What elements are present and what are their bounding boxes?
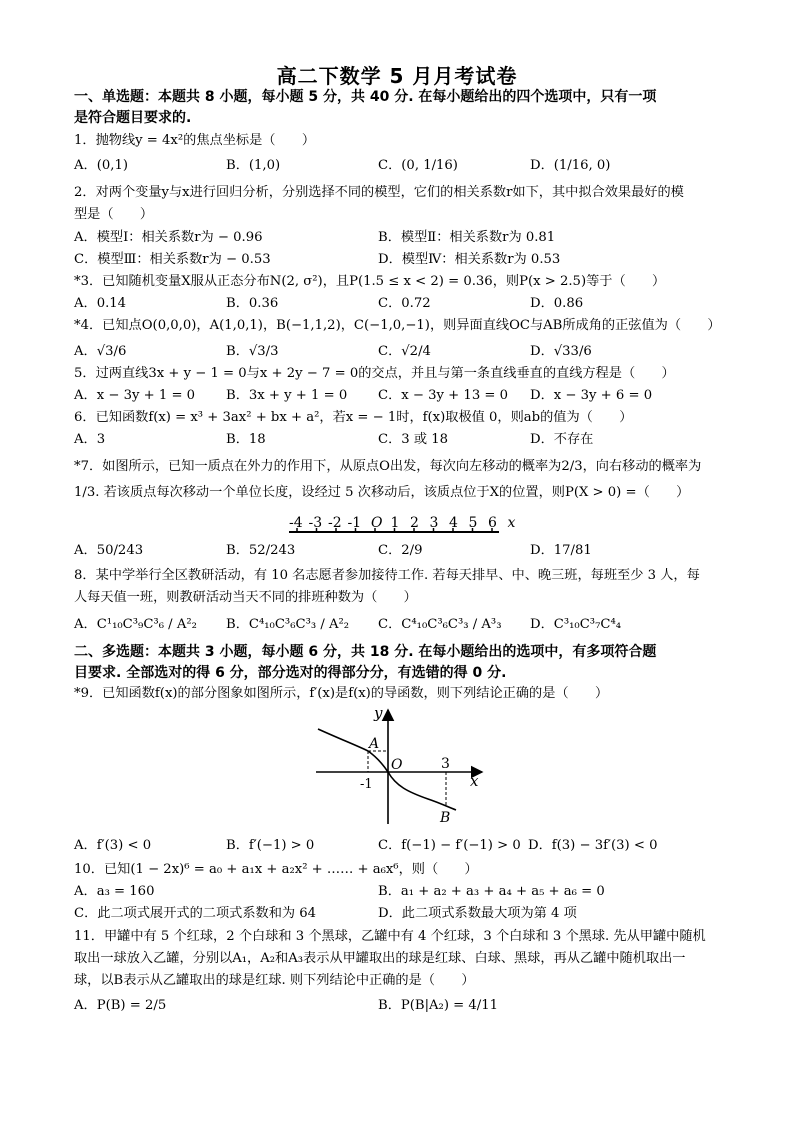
q11-stem-cont1: 取出一球放入乙罐，分别以A₁，A₂和A₃表示从甲罐取出的球是红球、白球、黑球，再从乙罐中随机取出一 [74, 951, 686, 966]
q6-option-b: B．18 [226, 432, 266, 447]
q3-option-b: B．0.36 [226, 296, 279, 311]
q9-stem: *9．已知函数f(x)的部分图象如图所示，f′(x)是f(x)的导函数，则下列结论正确的是（ ） [74, 686, 609, 701]
q6-option-d: D．不存在 [530, 432, 594, 447]
number-line-label: 2 [410, 515, 419, 531]
q2-stem-cont: 型是（ ） [74, 207, 154, 222]
q7-option-b: B．52/243 [226, 543, 296, 558]
q6-option-a: A．3 [74, 432, 106, 447]
q10-option-d: D．此二项式系数最大项为第 4 项 [378, 906, 577, 921]
q4-option-c: C．√2/4 [378, 344, 431, 359]
q10-option-b: B．a₁ + a₂ + a₃ + a₄ + a₅ + a₆ = 0 [378, 884, 605, 899]
q8-stem: 8．某中学举行全区教研活动，有 10 名志愿者参加接待工作. 若每天排早、中、晚三班，每班至少 3 人，每 [74, 568, 700, 583]
graph-label-y: y [374, 704, 383, 722]
q11-stem-cont2: 球，以B表示从乙罐取出的球是红球. 则下列结论中正确的是（ ） [74, 973, 475, 988]
q8-option-b: B．C⁴₁₀C³₆C³₃ / A²₂ [226, 617, 350, 632]
q9-option-b: B．f′(−1) > 0 [226, 838, 315, 853]
number-line-label: -1 [347, 515, 362, 531]
section1-header-cont: 是符合题目要求的. [74, 110, 192, 126]
q5-option-d: D．x − 3y + 6 = 0 [530, 388, 653, 403]
q8-option-d: D．C³₁₀C³₇C⁴₄ [530, 617, 622, 632]
q1-option-b: B．(1,0) [226, 158, 281, 173]
q11-stem: 11．甲罐中有 5 个红球，2 个白球和 3 个黑球，乙罐中有 4 个红球，3 个白球和 3 个黑球. 先从甲罐中随机 [74, 929, 706, 944]
q7-option-c: C．2/9 [378, 543, 423, 558]
graph-label-x: x [470, 772, 479, 790]
q2-option-c: C．模型Ⅲ：相关系数r为 − 0.53 [74, 252, 271, 267]
q1-option-c: C．(0, 1/16) [378, 158, 458, 173]
q8-option-a: A．C¹₁₀C³₉C³₆ / A²₂ [74, 617, 197, 632]
q5-option-c: C．x − 3y + 13 = 0 [378, 388, 509, 403]
q10-option-c: C．此二项式展开式的二项式系数和为 64 [74, 906, 317, 921]
graph-curve [318, 729, 456, 810]
q7-stem-cont: 1/3. 若该质点每次移动一个单位长度，设经过 5 次移动后，该质点位于X的位置，则P(X > 0) =（ ） [74, 485, 690, 500]
function-graph-figure [312, 704, 492, 828]
q2-option-a: A．模型Ⅰ：相关系数r为 − 0.96 [74, 230, 263, 245]
number-line-labels [289, 515, 516, 531]
graph-label-minus1: -1 [360, 777, 373, 792]
q2-option-d: D．模型Ⅳ：相关系数r为 0.53 [378, 252, 561, 267]
number-line-label: -3 [308, 515, 323, 531]
number-line-label: x [507, 515, 516, 531]
q9-option-c: C．f(−1) − f′(−1) > 0 [378, 838, 521, 853]
graph-label-b: B [440, 810, 451, 826]
q2-stem: 2．对两个变量y与x进行回归分析，分别选择不同的模型，它们的相关系数r如下，其中拟合效果最好的模 [74, 185, 684, 200]
section1-header: 一、单选题：本题共 8 小题，每小题 5 分，共 40 分. 在每小题给出的四个选项中，只有一项 [74, 89, 657, 105]
q11-option-a: A．P(B) = 2/5 [74, 998, 167, 1013]
q3-option-c: C．0.72 [378, 296, 431, 311]
q5-stem: 5．过两直线3x + y − 1 = 0与x + 2y − 7 = 0的交点，并且与第一条直线垂直的直线方程是（ ） [74, 366, 675, 381]
q1-stem: 1．抛物线y = 4x²的焦点坐标是（ ） [74, 133, 316, 148]
number-line-label: 6 [488, 515, 497, 531]
number-line-label: -4 [289, 515, 303, 531]
number-line-label: 3 [429, 515, 439, 531]
q8-stem-cont: 人每天值一班，则教研活动当天不同的排班种数为（ ） [74, 590, 417, 605]
section2-header: 二、多选题：本题共 3 小题，每小题 6 分，共 18 分. 在每小题给出的选项中，有多项符合题 [74, 644, 657, 660]
q4-stem: *4．已知点O(0,0,0)，A(1,0,1)，B(−1,1,2)，C(−1,0,−1)，则异面直线OC与AB所成角的正弦值为（ ） [74, 318, 721, 333]
q5-option-b: B．3x + y + 1 = 0 [226, 388, 348, 403]
graph-label-3: 3 [441, 756, 450, 772]
number-line-label: 1 [390, 515, 400, 531]
q4-option-a: A．√3/6 [74, 344, 127, 359]
q7-option-d: D．17/81 [530, 543, 592, 558]
q4-option-d: D．√33/6 [530, 344, 592, 359]
number-line-label: 5 [468, 515, 478, 531]
q2-option-b: B．模型Ⅱ：相关系数r为 0.81 [378, 230, 556, 245]
q9-option-d: D．f(3) − 3f′(3) < 0 [528, 838, 658, 853]
number-line-label: 4 [449, 515, 458, 531]
q3-option-a: A．0.14 [74, 296, 127, 311]
q1-option-a: A．(0,1) [74, 158, 128, 173]
q6-option-c: C．3 或 18 [378, 432, 449, 447]
number-line-label: -2 [328, 515, 342, 531]
q10-stem: 10．已知(1 − 2x)⁶ = a₀ + a₁x + a₂x² + …… + a₆x⁶，则（ ） [74, 862, 478, 877]
q11-option-b: B．P(B|A₂) = 4/11 [378, 998, 499, 1013]
page-title: 高二下数学 5 月月考试卷 [276, 64, 518, 88]
number-line-label: O [371, 515, 383, 531]
section2-header-cont: 目要求. 全部选对的得 6 分，部分选对的得部分分，有选错的得 0 分. [74, 665, 507, 681]
number-line-figure [285, 508, 516, 540]
q5-option-a: A．x − 3y + 1 = 0 [74, 388, 196, 403]
q6-stem: 6．已知函数f(x) = x³ + 3ax² + bx + a²，若x = − 1时，f(x)取极值 0，则ab的值为（ ） [74, 410, 633, 425]
q1-option-d: D．(1/16, 0) [530, 158, 611, 173]
q8-option-c: C．C⁴₁₀C³₆C³₃ / A³₃ [378, 617, 502, 632]
q3-option-d: D．0.86 [530, 296, 584, 311]
q4-option-b: B．√3/3 [226, 344, 279, 359]
q3-stem: *3．已知随机变量X服从正态分布N(2, σ²)，且P(1.5 ≤ x < 2) = 0.36，则P(x > 2.5)等于（ ） [74, 274, 666, 289]
graph-label-o: O [391, 757, 403, 773]
q10-option-a: A．a₃ = 160 [74, 884, 155, 899]
q7-stem: *7．如图所示，已知一质点在外力的作用下，从原点O出发，每次向左移动的概率为2/3，向右移动的概率为 [74, 459, 702, 474]
graph-label-a: A [369, 736, 380, 752]
q7-option-a: A．50/243 [74, 543, 144, 558]
q9-option-a: A．f′(3) < 0 [74, 838, 152, 853]
